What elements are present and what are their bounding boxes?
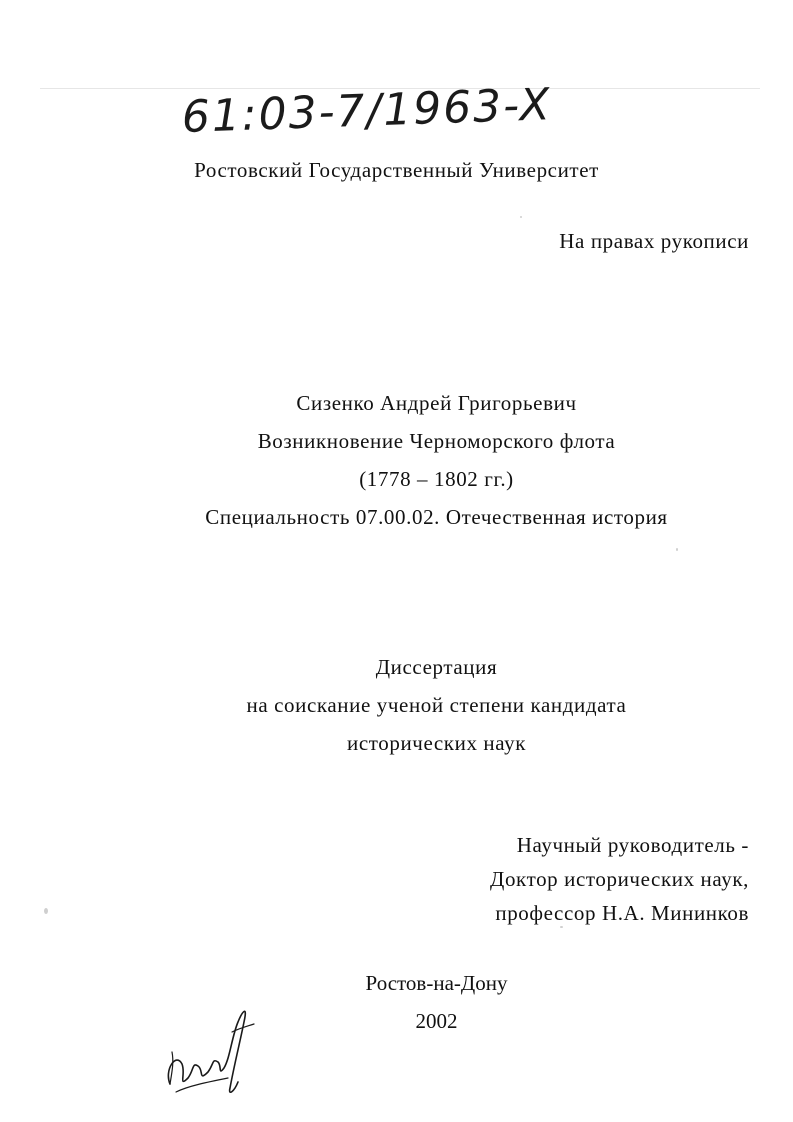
supervisor-degree: Доктор исторических наук, (490, 867, 749, 891)
scan-speck (676, 548, 678, 551)
scan-speck (520, 216, 522, 218)
scan-speck (44, 908, 48, 914)
supervisor-name: профессор Н.А. Мининков (495, 901, 749, 925)
city: Ростов-на-Дону (365, 971, 508, 995)
year: 2002 (415, 1009, 458, 1033)
degree-purpose: на соискание ученой степени кандидата (246, 693, 627, 717)
specialty-line: Специальность 07.00.02. Отечественная история (205, 505, 668, 529)
handwritten-signature (158, 992, 258, 1104)
handwritten-archive-code: 61:03-7/1963-X (180, 79, 553, 143)
document-type: Диссертация (375, 655, 498, 679)
supervisor-role: Научный руководитель - (516, 833, 749, 857)
dissertation-title: Возникновение Черноморского флота (257, 429, 616, 453)
degree-field: исторических наук (346, 731, 526, 755)
author-name: Сизенко Андрей Григорьевич (296, 391, 577, 415)
scan-speck (560, 926, 563, 928)
manuscript-rights-note: На правах рукописи (559, 229, 749, 253)
dissertation-period: (1778 – 1802 гг.) (359, 467, 514, 491)
university-name: Ростовский Государственный Университет (194, 158, 599, 182)
